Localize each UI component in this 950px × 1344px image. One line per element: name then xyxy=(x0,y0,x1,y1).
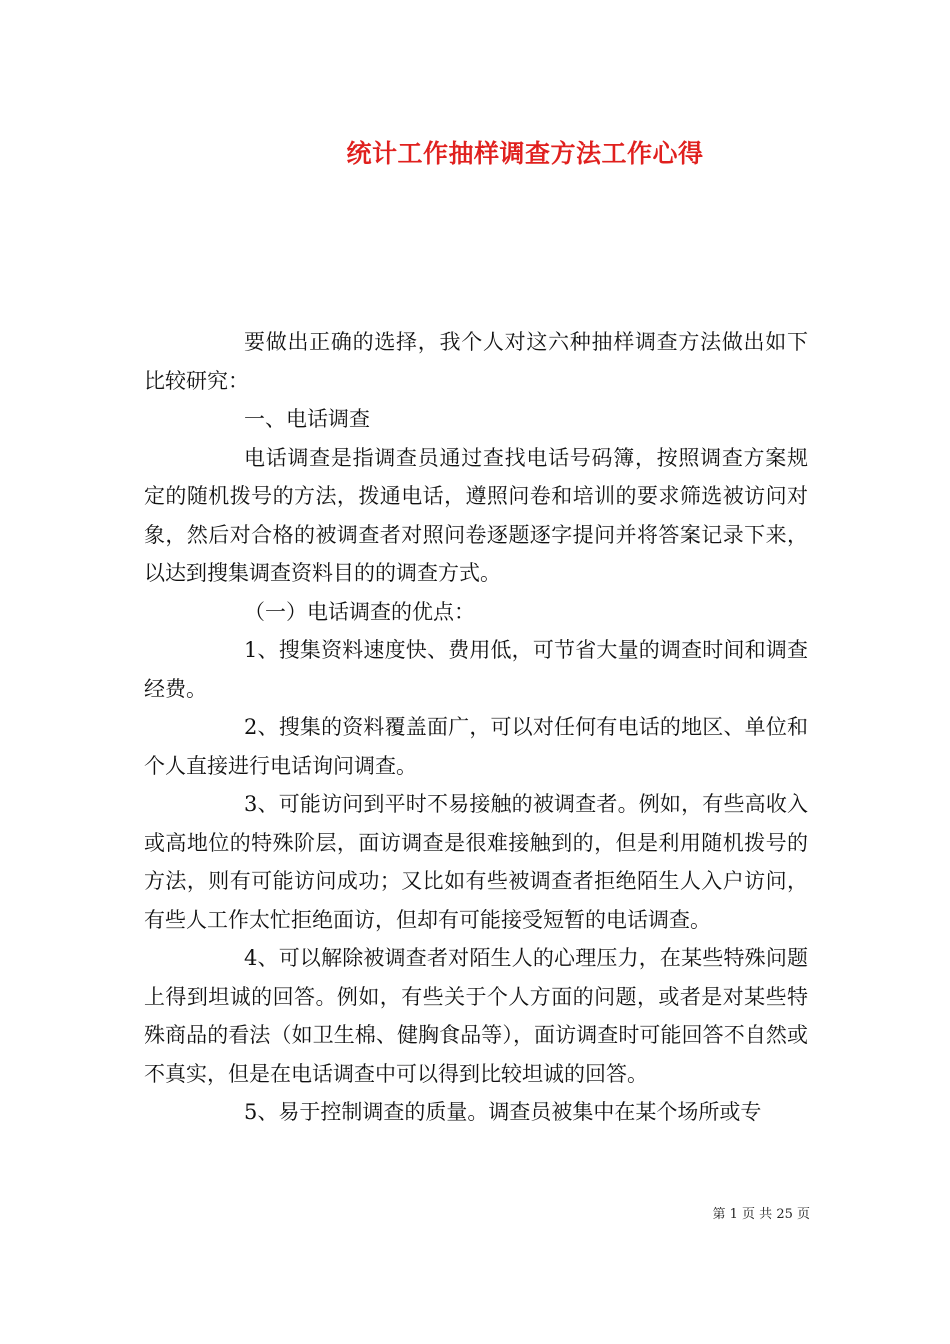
section-heading-phone-survey: 一、电话调查 xyxy=(244,407,370,431)
paragraph-advantage-3: 3、可能访问到平时不易接触的被调查者。例如，有些高收入或高地位的特殊阶层，面访调查是很难接触到的，但是利用随机拨号的方法，则有可能访问成功；又比如有些被调查者拒绝陌生人入户访问，有些人工作太忙拒绝面访，但却有可能接受短暂的电话调查。 xyxy=(144,792,808,932)
paragraph-advantage-4: 4、可以解除被调查者对陌生人的心理压力，在某些特殊问题上得到坦诚的回答。例如，有些关于个人方面的问题，或者是对某些特殊商品的看法（如卫生棉、健胸食品等），面访调查时可能回答不自然或不真实，但是在电话调查中可以得到比较坦诚的回答。 xyxy=(144,946,808,1086)
page-number-footer: 第 1 页 共 25 页 xyxy=(712,1207,810,1222)
document-title: 统计工作抽样调查方法工作心得 xyxy=(346,139,704,168)
paragraph-advantage-1: 1、搜集资料速度快、费用低，可节省大量的调查时间和调查经费。 xyxy=(144,638,808,701)
paragraph-phone-definition: 电话调查是指调查员通过查找电话号码簿，按照调查方案规定的随机拨号的方法，拨通电话，遵照问卷和培训的要求筛选被访问对象，然后对合格的被调查者对照问卷逐题逐字提问并将答案记录下来，以达到搜集调查资料目的的调查方式。 xyxy=(144,445,808,585)
document-body xyxy=(144,323,808,1132)
subsection-heading-advantages: （一）电话调查的优点： xyxy=(244,599,475,624)
paragraph-advantage-5: 5、易于控制调查的质量。调查员被集中在某个场所或专 xyxy=(244,1100,762,1124)
paragraph-advantage-2: 2、搜集的资料覆盖面广，可以对任何有电话的地区、单位和个人直接进行电话询问调查。 xyxy=(144,715,808,778)
paragraph-intro: 要做出正确的选择，我个人对这六种抽样调查方法做出如下比较研究： xyxy=(144,330,808,393)
